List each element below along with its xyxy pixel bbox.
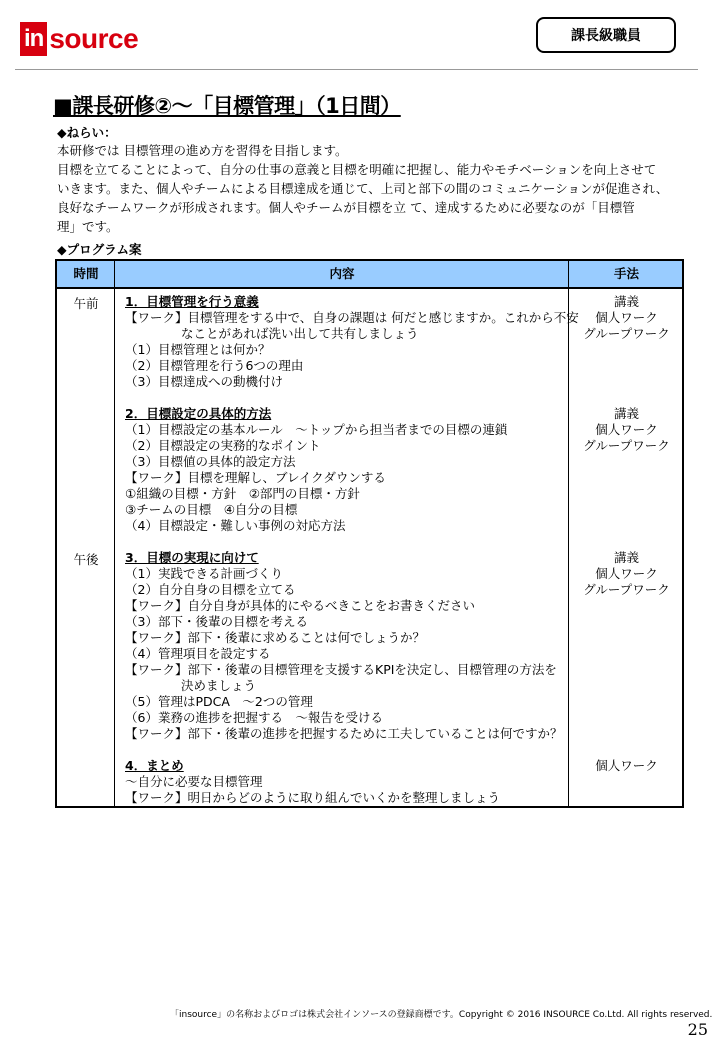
method-block-3 — [569, 550, 684, 598]
program-block-3 — [125, 550, 570, 742]
aim-text — [57, 141, 669, 236]
content-line: （1）実践できる計画づくり — [125, 566, 283, 581]
program-block-4 — [125, 758, 570, 806]
method-block-4 — [569, 758, 684, 774]
method-item: 講義 — [613, 294, 639, 309]
content-line: （2）目標設定の実務的なポイント — [125, 438, 321, 453]
content-line: 【ワーク】目標を理解し、ブレイクダウンする — [125, 470, 386, 485]
table-header — [57, 261, 682, 289]
aim-line: いきます。また、個人やチームによる目標達成を通じて、上司と部下の間のコミュニケーションが促進され、 — [57, 181, 669, 196]
page-title: ■課長研修②～「目標管理」（1日間） — [53, 94, 401, 118]
column-header-content: 内容 — [329, 266, 355, 281]
block-title: 3．目標の実現に向けて — [125, 550, 259, 565]
content-line: 【ワーク】明日からどのように取り組んでいくかを整理しましょう — [125, 790, 501, 805]
program-block-1 — [125, 294, 579, 390]
aim-heading: ◆ねらい： — [57, 125, 117, 140]
block-title: 1．目標管理を行う意義 — [125, 294, 259, 309]
method-item: 個人ワーク — [595, 422, 658, 437]
content-line: （4）管理項目を設定する — [125, 646, 271, 661]
method-item: 個人ワーク — [595, 310, 658, 325]
aim-line: 目標を立てることによって、自分の仕事の意義と目標を明確に把握し、能力やモチベーションを向上させて — [57, 162, 657, 177]
aim-line: 良好なチームワークが形成されます。個人やチームが目標を立 て、達成するために必要なのが「目標管 — [57, 200, 635, 215]
column-header-time: 時間 — [73, 266, 99, 281]
content-line: （2）自分自身の目標を立てる — [125, 582, 296, 597]
content-line: 【ワーク】自分自身が具体的にやるべきことをお書きください — [125, 598, 476, 613]
method-item: グループワーク — [583, 326, 670, 341]
method-item: 個人ワーク — [595, 758, 658, 773]
page-number: 25 — [687, 1020, 708, 1039]
content-line: （4）目標設定・難しい事例の対応方法 — [125, 518, 346, 533]
content-line: （1）目標設定の基本ルール ～トップから担当者までの目標の連鎖 — [125, 422, 508, 437]
insource-logo — [20, 22, 138, 56]
content-line: 決めましょう — [181, 678, 257, 693]
content-line: 【ワーク】部下・後輩の目標管理を支援するKPIを決定し、目標管理の方法を — [125, 662, 557, 677]
content-line: （1）目標管理とは何か？ — [125, 342, 271, 357]
header-divider — [15, 69, 698, 70]
method-item: 個人ワーク — [595, 566, 658, 581]
copyright-footer: 「insource」の名称およびロゴは株式会社インソースの登録商標です。Copyright © 2016 INSOURCE Co.Ltd. All rights reserved. — [170, 1010, 713, 1020]
content-line: 【ワーク】部下・後輩の進捗を把握するために工夫していることは何ですか？ — [125, 726, 563, 741]
content-line: ～自分に必要な目標管理 — [125, 774, 263, 789]
column-divider — [114, 261, 115, 806]
content-line: （2）目標管理を行う6つの理由 — [125, 358, 304, 373]
logo-wordmark: source — [49, 23, 139, 54]
content-line: （5）管理はPDCA ～2つの管理 — [125, 694, 313, 709]
content-line: （3）部下・後輩の目標を考える — [125, 614, 308, 629]
method-item: グループワーク — [583, 582, 670, 597]
program-content — [125, 294, 579, 822]
column-header-method: 手法 — [613, 266, 639, 281]
method-block-2 — [569, 406, 684, 454]
program-block-2 — [125, 406, 570, 534]
program-heading: ◆プログラム案 — [57, 242, 142, 257]
method-block-1 — [569, 294, 684, 342]
content-line: ③チームの目標 ④自分の目標 — [125, 502, 298, 517]
rank-badge: 課長級職員 — [536, 17, 676, 53]
content-line: （3）目標値の具体的設定方法 — [125, 454, 296, 469]
method-item: 講義 — [613, 406, 639, 421]
aim-line: 本研修では 目標管理の進め方を習得を目指します。 — [57, 143, 348, 158]
time-pm: 午後 — [73, 552, 99, 567]
content-line: （6）業務の進捗を把握する ～報告を受ける — [125, 710, 383, 725]
content-line: 【ワーク】目標管理をする中で、自身の課題は 何だと感じますか。これから不安 — [125, 310, 579, 325]
logo-mark: in — [20, 22, 47, 56]
method-item: グループワーク — [583, 438, 670, 453]
content-line: 【ワーク】部下・後輩に求めることは何でしょうか？ — [125, 630, 426, 645]
aim-line: 理」です。 — [57, 219, 119, 234]
block-title: 2．目標設定の具体的方法 — [125, 406, 272, 421]
content-line: ①組織の目標・方針 ②部門の目標・方針 — [125, 486, 360, 501]
content-line: なことがあれば洗い出して共有しましょう — [181, 326, 419, 341]
time-am: 午前 — [73, 296, 99, 311]
content-line: （3）目標達成への動機付け — [125, 374, 283, 389]
program-table — [55, 259, 684, 808]
block-title: 4．まとめ — [125, 758, 184, 773]
method-item: 講義 — [613, 550, 639, 565]
